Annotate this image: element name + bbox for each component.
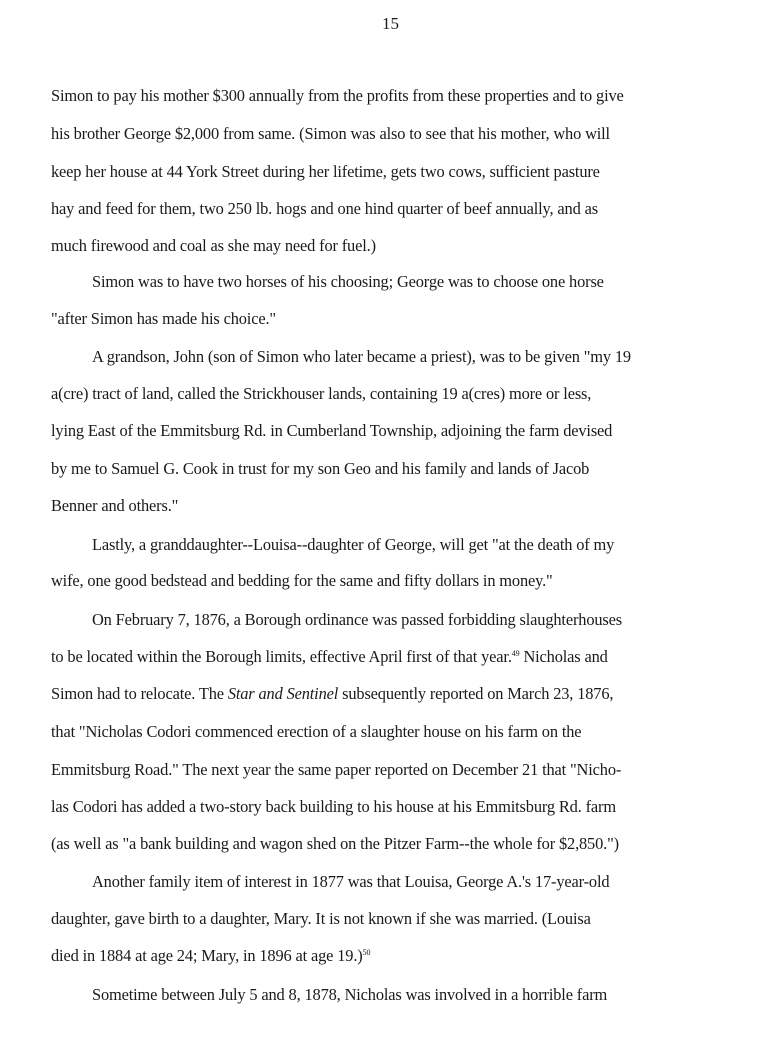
text-line-18: that "Nicholas Codori commenced erection of a slaughter house on his farm on the [51, 722, 582, 741]
text-line-12: Benner and others." [51, 496, 179, 515]
text-line-1: Simon to pay his mother $300 annually from the profits from these properties and to give [51, 86, 624, 105]
text-line-24 [51, 946, 370, 966]
text-line-8: A grandson, John (son of Simon who later became a priest), was to be given "my 19 [92, 347, 631, 366]
text-line-17 [51, 684, 613, 704]
text-line-21: (as well as "a bank building and wagon shed on the Pitzer Farm--the whole for $2,850.") [51, 834, 619, 853]
text-line-16-tail: Nicholas and [519, 647, 608, 666]
newspaper-title: Star and Sentinel [227, 684, 339, 703]
text-line-10: lying East of the Emmitsburg Rd. in Cumberland Township, adjoining the farm devised [51, 421, 613, 440]
text-line-16-main: to be located within the Borough limits, effective April first of that year. [51, 647, 512, 666]
text-line-22: Another family item of interest in 1877 was that Louisa, George A.'s 17-year-old [92, 872, 610, 891]
text-line-5: much firewood and coal as she may need for fuel.) [51, 236, 376, 255]
text-line-16 [51, 647, 608, 667]
text-line-24-main: died in 1884 at age 24; Mary, in 1896 at age 19.) [51, 946, 363, 965]
text-line-20: las Codori has added a two-story back building to his house at his Emmitsburg Rd. farm [51, 797, 616, 816]
text-line-2: his brother George $2,000 from same. (Simon was also to see that his mother, who will [51, 124, 610, 143]
text-line-9: a(cre) tract of land, called the Strickhouser lands, containing 19 a(cres) more or less, [51, 384, 592, 403]
text-line-3: keep her house at 44 York Street during her lifetime, gets two cows, sufficient pasture [51, 162, 600, 181]
text-line-25: Sometime between July 5 and 8, 1878, Nicholas was involved in a horrible farm [92, 985, 608, 1004]
page-number: 15 [382, 14, 399, 33]
text-line-19: Emmitsburg Road." The next year the same paper reported on December 21 that "Nicho- [51, 760, 622, 779]
text-line-6: Simon was to have two horses of his choosing; George was to choose one horse [92, 272, 604, 291]
text-line-4: hay and feed for them, two 250 lb. hogs and one hind quarter of beef annually, and as [51, 199, 598, 218]
footnote-ref-49: 49 [511, 649, 520, 658]
text-line-14: wife, one good bedstead and bedding for the same and fifty dollars in money." [51, 571, 553, 590]
text-line-11: by me to Samuel G. Cook in trust for my son Geo and his family and lands of Jacob [51, 459, 590, 478]
text-line-15: On February 7, 1876, a Borough ordinance was passed forbidding slaughterhouses [92, 610, 622, 629]
footnote-ref-50: 50 [362, 948, 371, 957]
text-line-13: Lastly, a granddaughter--Louisa--daughter of George, will get "at the death of my [92, 535, 615, 554]
text-line-23: daughter, gave birth to a daughter, Mary. It is not known if she was married. (Louisa [51, 909, 591, 928]
text-line-17-before: Simon had to relocate. The [51, 684, 228, 703]
text-line-17-after: subsequently reported on March 23, 1876, [338, 684, 614, 703]
text-line-7: "after Simon has made his choice." [51, 309, 276, 328]
